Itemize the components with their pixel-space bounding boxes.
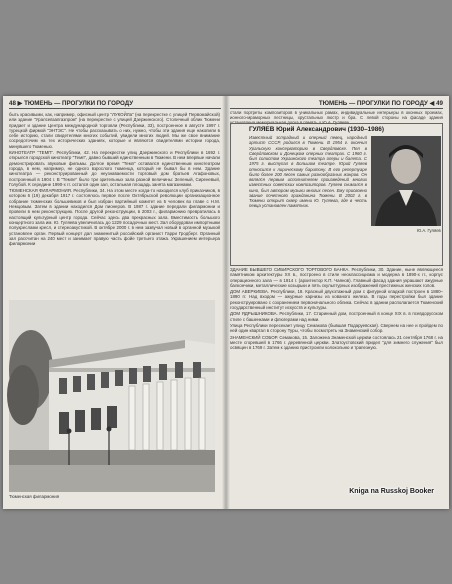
left-page bbox=[3, 96, 225, 509]
philharmonic-building-illustration bbox=[9, 300, 215, 492]
left-paragraph: быть красивыми, как, например, офисный центр "ЛУКОЙЛа" (на перекрестке с улицей Первомайской) или здание "Уралсевзапгазпром" (на перекрестке с улицей Дзержинского). Столичный облик Тюмени придает и здание Центра международной торговли (Республики, 33), построенное в августе 1997 г. турецкой фирмой "ЭНТЭС". Не чтобы рассказывать о них, нужно, чтобы эти здания еще накопили в себе историю, стали свидетелями многих событий, увидели многих людей. Мы же свое внимание сосредоточим на тех исторических зданиях, которые и являются свидетелями истории города, минувшего Тюменью. bbox=[9, 112, 220, 149]
right-header-rule bbox=[230, 108, 443, 109]
right-paragraph: ЗДАНИЕ БЫВШЕГО СИБИРСКОГО ТОРГОВОГО БАНКА. Республики, 30. Здание, ныне являющееся памятником архитектуры XX в., построено в стиле неоклассицизма и модерна в 1890-х гг., корпус операционного зала — в 1914 г. (архитектор К.П. Чаянов). Главный фасад здания украшают ажурные балкончики, металлические козырьки и пять скульптурных изображений престижных женских голов. bbox=[230, 267, 443, 288]
biography-box bbox=[230, 123, 443, 266]
left-running-header: 48 ▶ ТЮМЕНЬ — ПРОГУЛКИ ПО ГОРОДУ bbox=[9, 100, 134, 107]
left-paragraph: ТЮМЕНСКАЯ ФИЛАРМОНИЯ. Республики, 34. На этом месте когда-то находился клуб приказчиков, в котором 6 (19) декабря 1917 г. состоялось первое после Октябрьской революции организационное собрание тюменских большевиков и был избран партийный комитет из 5 человек во главе с Н.М. Немцовым. Затем в здании находился Дом пионеров. В 1987 г. здание передали филармонии и провели в нем реконструкцию. После другой реконструкции, в 2003 г., филармонию превратилась в настоящий культурный центр города. Сейчас здесь два прекрасных зала. Вместимость большого концертного зала им. Ю. Гуляева увеличилась до 1229 посадочных мест. Зал оборудован импортными полукреслами кресл, и стереоакустикой. В октябре 2000 г. в нем зазвучал новый в органной музыкой установлен орган. Первый концерт дал знаменитый российский органист Гарри Гродберг. Органный зал рассчитан на 240 мест и занимает правую часть фойе третьего этажа. Украшением интерьера филармонии bbox=[9, 188, 220, 247]
portrait-caption: Ю.А. Гуляев bbox=[417, 228, 441, 233]
gulyaev-portrait bbox=[371, 136, 441, 226]
left-body-text bbox=[9, 112, 220, 298]
portrait-illustration bbox=[371, 136, 441, 226]
left-paragraph: КИНОТЕАТР "ТЕМП". Республики, 42. На перекрестке улиц Дзержинского и Республики в 1692 г. открылся городской кинотеатр "Темп", давно бывший единственным в Тюмени. В нем впервые начали демонстрировать звуковые фильмы. Долгое время "Темп" оставался единственным кинотеатром города, в нем, например, не одного взрослого тюменца, который не бывал бы в нем. Здание кинотеатра — реконструированный до неузнаваемости торговый дом братьев Агафоновых, построенный в 1904 г. В "Темпе" было три зрительных зала разной величины: Зеленый, Сиреневый, Голубой. К середине 1990-х гг. остался один зал, остальная площадь занята магазинами. bbox=[9, 150, 220, 187]
watermark-text: Kniga na Russkoj Booker bbox=[349, 488, 434, 495]
philharmonic-photo-caption: Тюменская филармония bbox=[9, 494, 60, 499]
philharmonic-photo bbox=[9, 300, 215, 492]
right-body-text bbox=[230, 267, 443, 502]
book-spread bbox=[3, 96, 449, 509]
right-paragraph: Улица Республики пересекает улицу Семакова (бывшая Подаруевская). Свернем на нее и пройдем по ней один квартал в сторону Туры, чтобы посмотреть на Знаменский собор. bbox=[230, 322, 443, 334]
right-paragraph: ДОМ АВЕРКИЕВА. Республики, 18. Красный двухэтажный дом с фигурной кладкой построен в 1880–1890 гг. Над входом — ажурные карнизы из кованого железа. В годы перестройки был здание реконструировано с сохранением первоначального облика. Сейчас в здании располагается Тюменский государственный институт искусств и культуры. bbox=[230, 289, 443, 311]
right-intro-text: стали портреты композиторов в уникальных рамах, индивидуальные интерьеры в оконных проемах, ионного-мраморных лестницы, хрустальных люстр и бра. С левой стороны на фасаде здания установлена мемориальная доска в память о Ю.А. Гуляеве. bbox=[230, 110, 443, 126]
biography-title: ГУЛЯЕВ Юрий Александрович (1930–1986) bbox=[249, 126, 384, 133]
right-paragraph: ДОМ ЯДРЫШНИКОВА. Республики, 17. Старинный дом, построенный в конце XIX в. в псевдорусском стиле с башенками и флюгерами над ними. bbox=[230, 311, 443, 322]
biography-text: Известный эстрадный и оперный певец, народный артист СССР, родился в Тюмени. В 1954 г. окончил Уральскую консерваторию в Свердловске. Пел в Свердловском и Донецком оперных театрах. С 1960 г. был солистом Украинского театра оперы и балета. С 1975 г. выступал в Большом театре. Юрий Гуляев относился к лирическому баритону. В его репертуаре было более 200 песен самых разнообразных жанров. Он являлся первым исполнителем произведений многих известных советских композиторов. Гуляев снимался в кино, был автором музыки многих песен. Ему присвоено звание почетного гражданина Тюмени. В 2002 г. в Тюмени открыт сквер имени Ю. Гуляева, где в честь певца установлен памятник. bbox=[249, 135, 367, 209]
right-running-header: ТЮМЕНЬ — ПРОГУЛКИ ПО ГОРОДУ ◀ 49 bbox=[318, 100, 443, 107]
left-header-rule bbox=[9, 108, 221, 109]
right-paragraph: ЗНАМЕНСКИЙ СОБОР. Семакова, 15. Заложена Знаменской церкви состоялась 21 сентября 1768 г. на месте сгоревшей в 1766 г. деревянной церкви. Златоустовский придел "для зимнего служения" был освящен в 1769 г. Затем к зданию пристроили колокольню и трапезную. bbox=[230, 334, 443, 351]
right-page bbox=[226, 96, 449, 509]
